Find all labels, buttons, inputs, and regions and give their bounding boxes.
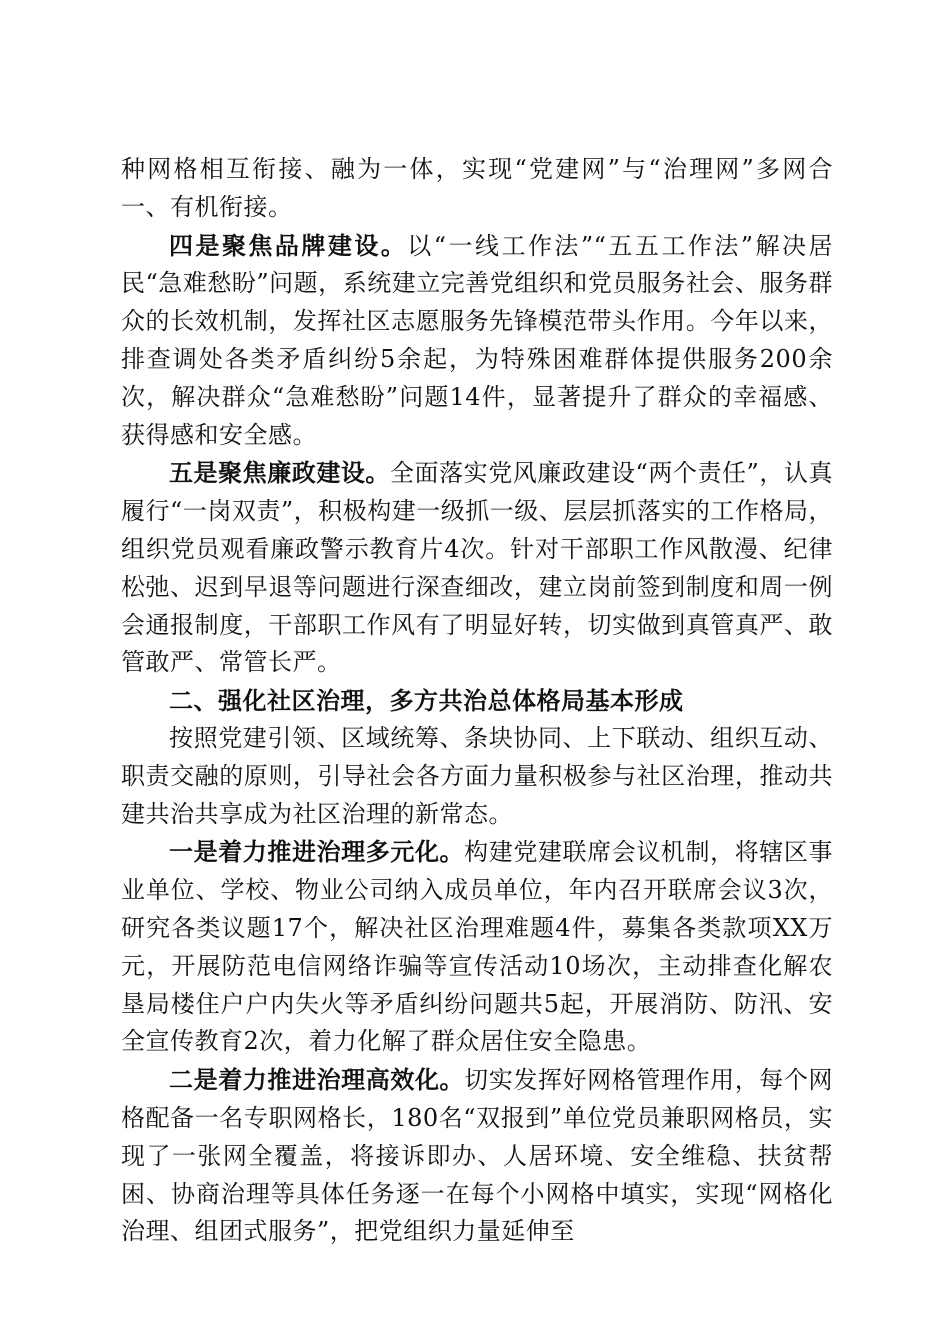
paragraph-integrity-building (121, 454, 833, 682)
paragraph-lead: 一是着力推进治理多元化。 (169, 837, 465, 867)
paragraph-text: 种网格相互衔接、融为一体，实现“党建网”与“治理网”多网合一、有机衔接。 (121, 155, 833, 221)
paragraph-lead: 五是聚焦廉政建设。 (169, 458, 390, 488)
document-body (121, 151, 833, 1251)
paragraph-text: 切实发挥好网格管理作用，每个网格配备一名专职网格长，180名“双报到”单位党员兼职网格员，实现了一张网全覆盖，将接诉即办、人居环境、安全维稳、扶贫帮困、协商治理等具体任务逐一在每个小网格中填实，实现“网格化治理、组团式服务”，把党组织力量延伸至 (121, 1066, 834, 1246)
section-heading (121, 682, 833, 720)
paragraph-text: 全面落实党风廉政建设“两个责任”，认真履行“一岗双责”，积极构建一级抓一级、层层抓落实的工作格局，组织党员观看廉政警示教育片4次。针对干部职工作风散漫、纪律松弛、迟到早退等问题进行深查细改，建立岗前签到制度和周一例会通报制度，干部职工作风有了明显好转，切实做到真管真严、敢管敢严、常管长严。 (121, 459, 833, 677)
paragraph-continuation (121, 151, 833, 227)
paragraph-text: 按照党建引领、区域统筹、条块协同、上下联动、组织互动、职责交融的原则，引导社会各方面力量积极参与社区治理，推动共建共治共享成为社区治理的新常态。 (121, 723, 833, 828)
section-heading-text: 二、强化社区治理，多方共治总体格局基本形成 (169, 686, 684, 716)
paragraph-efficient-governance (121, 1061, 833, 1251)
paragraph-brand-building (121, 227, 833, 455)
paragraph-diversified-governance (121, 833, 833, 1061)
paragraph-section-intro (121, 720, 833, 833)
paragraph-text: 以“一线工作法”“五五工作法”解决居民“急难愁盼”问题，系统建立完善党组织和党员服务社会、服务群众的长效机制，发挥社区志愿服务先锋模范带头作用。今年以来，排查调处各类矛盾纠纷5余起，为特殊困难群体提供服务200余次，解决群众“急难愁盼”问题14件，显著提升了群众的幸福感、获得感和安全感。 (121, 231, 834, 449)
paragraph-text: 构建党建联席会议机制，将辖区事业单位、学校、物业公司纳入成员单位，年内召开联席会议3次，研究各类议题17个，解决社区治理难题4件，募集各类款项XX万元，开展防范电信网络诈骗等宣传活动10场次，主动排查化解农垦局楼住户户内失火等矛盾纠纷问题共5起，开展消防、防汛、安全宣传教育2次，着力化解了群众居住安全隐患。 (121, 838, 834, 1056)
paragraph-lead: 二是着力推进治理高效化。 (169, 1065, 465, 1095)
paragraph-lead: 四是聚焦品牌建设。 (169, 230, 408, 260)
